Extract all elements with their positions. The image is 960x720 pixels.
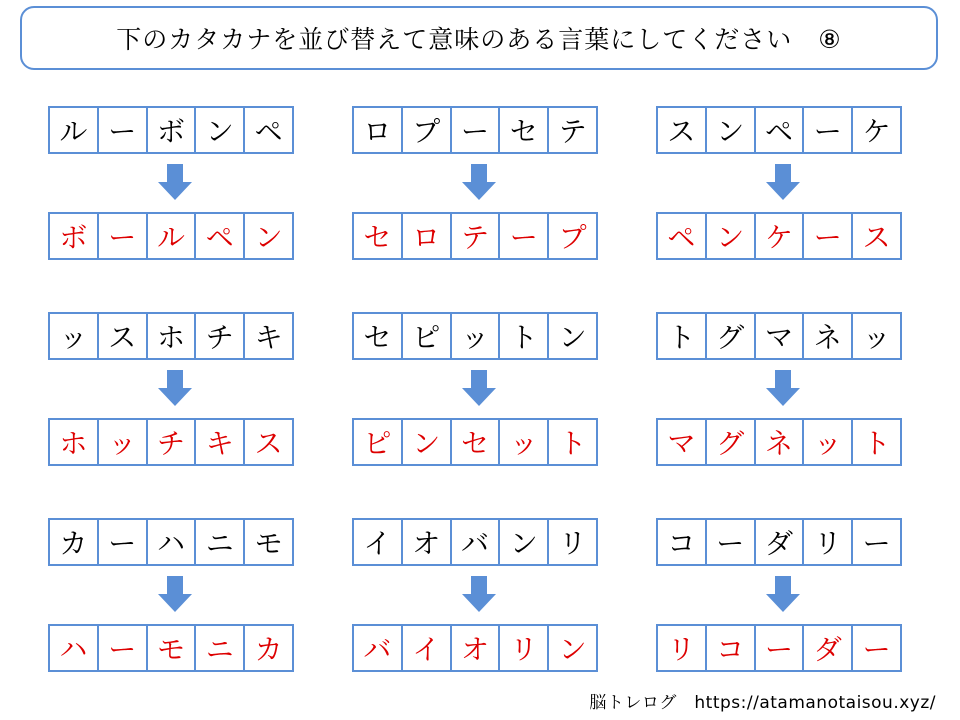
answer-cell: オ [450,624,501,672]
puzzle-5 [352,312,607,468]
question-cell: ン [194,106,245,154]
question-cell: ッ [450,312,501,360]
question-row [352,106,606,154]
puzzle-2 [352,106,607,262]
answer-cell: セ [352,212,403,260]
question-cell: ン [498,518,549,566]
question-row [352,312,606,360]
question-cell: モ [243,518,294,566]
answer-cell: ッ [498,418,549,466]
question-cell: セ [498,106,549,154]
answer-row [48,418,302,466]
answer-cell: ッ [802,418,853,466]
answer-cell: グ [705,418,756,466]
question-cell: キ [243,312,294,360]
answer-row [48,212,302,260]
answer-cell: ス [851,212,902,260]
answer-cell: ッ [97,418,148,466]
answer-cell: キ [194,418,245,466]
answer-row [352,212,606,260]
answer-cell: ル [146,212,197,260]
answer-cell: リ [498,624,549,672]
question-cell: カ [48,518,99,566]
page-title: 下のカタカナを並び替えて意味のある言葉にしてください ⑧ [116,25,842,54]
down-arrow-icon [158,576,192,612]
answer-cell: ン [705,212,756,260]
down-arrow-icon [766,370,800,406]
answer-cell: ー [851,624,902,672]
answer-cell: ハ [48,624,99,672]
question-cell: ー [705,518,756,566]
question-row [48,518,302,566]
question-cell: ピ [401,312,452,360]
question-cell: プ [401,106,452,154]
question-cell: ニ [194,518,245,566]
question-cell: バ [450,518,501,566]
question-row [656,312,910,360]
question-cell: マ [754,312,805,360]
answer-cell: ン [401,418,452,466]
question-cell: ー [802,106,853,154]
question-cell: コ [656,518,707,566]
question-row [48,312,302,360]
puzzle-9 [656,518,911,674]
answer-cell: テ [450,212,501,260]
down-arrow-icon [766,164,800,200]
answer-cell: プ [547,212,598,260]
puzzle-1 [48,106,303,262]
down-arrow-icon [158,370,192,406]
answer-row [656,624,910,672]
question-cell: ッ [48,312,99,360]
answer-cell: ピ [352,418,403,466]
question-cell: ス [97,312,148,360]
answer-cell: カ [243,624,294,672]
answer-cell: ー [754,624,805,672]
answer-cell: ボ [48,212,99,260]
question-cell: イ [352,518,403,566]
question-cell: ー [450,106,501,154]
question-cell: ル [48,106,99,154]
question-cell: ト [498,312,549,360]
question-cell: ー [97,518,148,566]
down-arrow-icon [462,164,496,200]
question-cell: オ [401,518,452,566]
answer-cell: モ [146,624,197,672]
answer-cell: ニ [194,624,245,672]
answer-cell: ー [802,212,853,260]
answer-cell: ー [97,212,148,260]
site-credit: 脳トレログ https://atamanotaisou.xyz/ [589,693,936,713]
question-cell: ホ [146,312,197,360]
answer-cell: ペ [194,212,245,260]
down-arrow-icon [462,576,496,612]
answer-row [352,624,606,672]
question-cell: ペ [754,106,805,154]
title-banner [20,6,938,70]
puzzle-7 [48,518,303,674]
question-cell: ケ [851,106,902,154]
answer-cell: ン [547,624,598,672]
question-cell: ッ [851,312,902,360]
question-cell: リ [802,518,853,566]
puzzle-3 [656,106,911,262]
puzzle-4 [48,312,303,468]
question-cell: ロ [352,106,403,154]
question-cell: ー [851,518,902,566]
question-row [656,518,910,566]
answer-cell: リ [656,624,707,672]
down-arrow-icon [766,576,800,612]
answer-cell: チ [146,418,197,466]
answer-cell: マ [656,418,707,466]
puzzle-6 [656,312,911,468]
answer-cell: イ [401,624,452,672]
answer-cell: ペ [656,212,707,260]
answer-cell: ス [243,418,294,466]
question-cell: グ [705,312,756,360]
question-cell: ー [97,106,148,154]
answer-cell: バ [352,624,403,672]
question-cell: ダ [754,518,805,566]
answer-row [48,624,302,672]
question-row [48,106,302,154]
question-cell: ス [656,106,707,154]
answer-cell: ネ [754,418,805,466]
answer-row [656,212,910,260]
question-cell: ト [656,312,707,360]
answer-cell: ダ [802,624,853,672]
answer-row [656,418,910,466]
question-cell: ネ [802,312,853,360]
answer-cell: ン [243,212,294,260]
answer-cell: ト [851,418,902,466]
question-row [352,518,606,566]
question-cell: ン [705,106,756,154]
question-cell: セ [352,312,403,360]
down-arrow-icon [158,164,192,200]
question-cell: テ [547,106,598,154]
answer-cell: ロ [401,212,452,260]
answer-cell: ケ [754,212,805,260]
question-cell: ハ [146,518,197,566]
answer-cell: ー [498,212,549,260]
answer-cell: ホ [48,418,99,466]
question-cell: ペ [243,106,294,154]
question-cell: ン [547,312,598,360]
answer-cell: ト [547,418,598,466]
puzzle-8 [352,518,607,674]
answer-cell: コ [705,624,756,672]
answer-cell: セ [450,418,501,466]
down-arrow-icon [462,370,496,406]
answer-row [352,418,606,466]
question-row [656,106,910,154]
question-cell: ボ [146,106,197,154]
question-cell: チ [194,312,245,360]
question-cell: リ [547,518,598,566]
answer-cell: ー [97,624,148,672]
